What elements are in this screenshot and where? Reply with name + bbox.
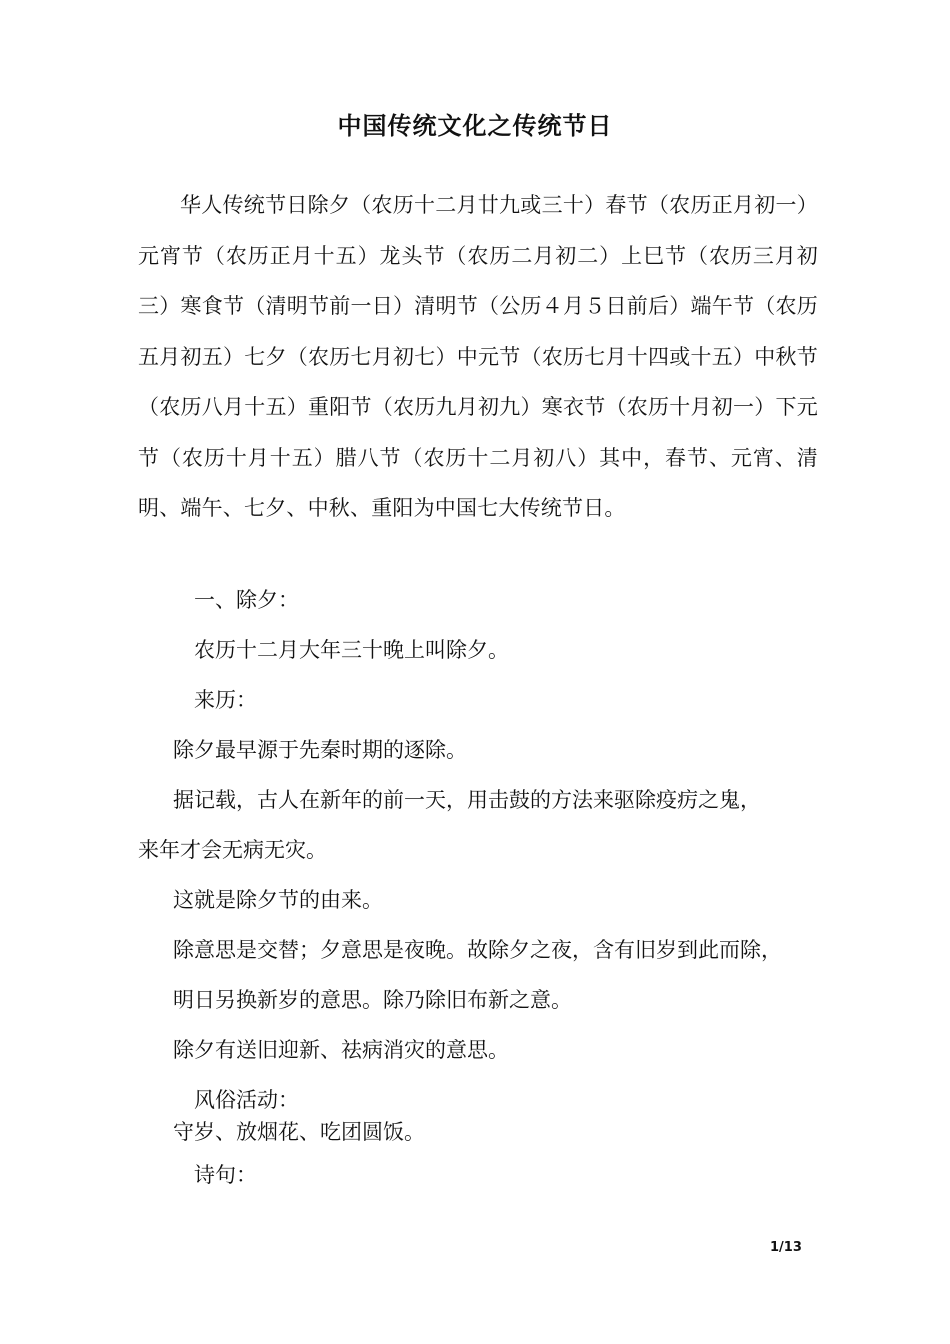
definition-text: 农历十二月大年三十晚上叫除夕。 bbox=[194, 638, 509, 662]
intro-paragraph: 华人传统节日除夕（农历十二月廿九或三十）春节（农历正月初一）元宵节（农历正月十五）龙头节（农历二月初二）上巳节（农历三月初三）寒食节（清明节前一日）清明节（公历４月５日前后）端午节（农历五月初五）七夕（农历七月初七）中元节（农历七月十四或十五）中秋节（农历八月十五）重阳节（农历九月初九）寒衣节（农历十月初一）下元节（农历十月十五）腊八节（农历十二月初八）其中，春节、元宵、清明、端午、七夕、中秋、重阳为中国七大传统节日。 bbox=[138, 193, 818, 520]
page-number: 1/13 bbox=[770, 1240, 802, 1255]
origin-line-1: 除夕最早源于先秦时期的逐除。 bbox=[173, 738, 467, 762]
origin-line-3: 这就是除夕节的由来。 bbox=[173, 888, 383, 912]
customs-text: 守岁、放烟花、吃团圆饭。 bbox=[173, 1120, 425, 1144]
meaning-line-1: 除意思是交替；夕意思是夜晚。故除夕之夜，含有旧岁到此而除， bbox=[173, 938, 782, 962]
origin-line-2a: 据记载，古人在新年的前一天，用击鼓的方法来驱除疫疠之鬼， bbox=[173, 788, 761, 812]
poem-label: 诗句： bbox=[194, 1163, 257, 1187]
section-heading: 一、除夕： bbox=[194, 588, 299, 612]
meaning-line-2: 明日另换新岁的意思。除乃除旧布新之意。 bbox=[173, 988, 572, 1012]
origin-line-2b: 来年才会无病无灾。 bbox=[138, 838, 327, 862]
meaning-line-3: 除夕有送旧迎新、祛病消灾的意思。 bbox=[173, 1038, 509, 1062]
document-title: 中国传统文化之传统节日 bbox=[337, 112, 613, 140]
customs-label: 风俗活动： bbox=[194, 1088, 299, 1112]
origin-label: 来历： bbox=[194, 688, 257, 712]
